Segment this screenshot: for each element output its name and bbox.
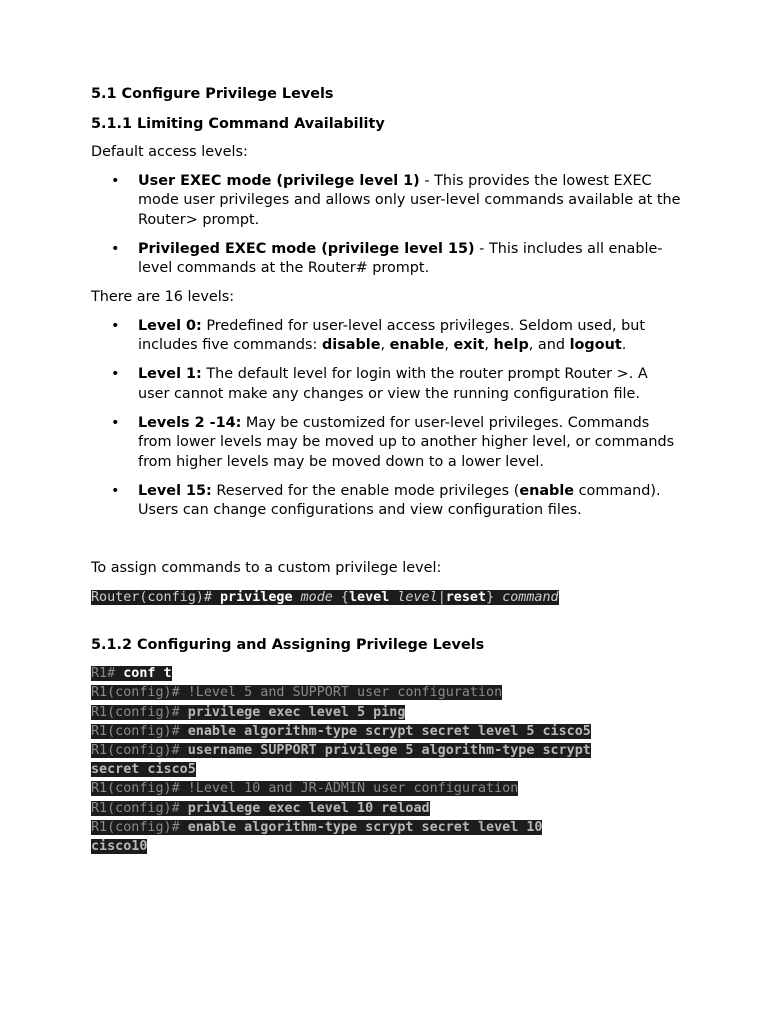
code-command: secret cisco5 <box>91 762 196 778</box>
code-line <box>91 760 681 779</box>
syntax-space <box>293 590 301 605</box>
command-enable: enable <box>389 337 445 353</box>
separator: , and <box>528 337 570 353</box>
separator: , <box>484 337 494 353</box>
code-command: username SUPPORT privilege 5 algorithm-type scrypt <box>187 743 591 759</box>
code-line <box>91 779 681 798</box>
list-item-level-0 <box>91 317 681 356</box>
syntax-command: command <box>502 590 559 605</box>
code-prompt: R1(config)# <box>91 723 188 739</box>
default-access-intro: Default access levels: <box>91 144 248 160</box>
code-comment: !Level 10 and JR-ADMIN user configuration <box>187 781 519 797</box>
syntax-keyword-privilege: privilege <box>220 590 293 605</box>
code-command: cisco10 <box>91 839 148 855</box>
list-item-text: Reserved for the enable mode privileges ( <box>211 482 520 499</box>
code-prompt: R1(config)# <box>91 800 188 816</box>
list-item-text: command). Users can change configurations and view configuration files. <box>138 482 661 518</box>
code-line <box>91 799 681 818</box>
code-command: enable algorithm-type scrypt secret level 5 cisco5 <box>187 723 591 739</box>
code-command: enable algorithm-type scrypt secret level 10 <box>187 819 543 835</box>
list-item-title: Levels 2 -14: <box>138 414 242 431</box>
syntax-pipe: | <box>437 590 446 605</box>
list-item-levels-2-14 <box>91 414 681 473</box>
code-block <box>91 664 681 856</box>
document-page <box>91 84 681 856</box>
command-disable: disable <box>321 337 381 353</box>
bullet-icon: • <box>111 482 120 499</box>
list-item-title: User EXEC mode (privilege level 1) <box>138 172 420 189</box>
separator: , <box>380 337 390 353</box>
code-command: privilege exec level 5 ping <box>187 704 406 720</box>
default-levels-list <box>91 172 681 279</box>
levels-list <box>91 317 681 521</box>
code-comment: !Level 5 and SUPPORT user configuration <box>187 685 503 701</box>
code-line <box>91 683 681 702</box>
heading-configure-privilege-levels: 5.1 Configure Privilege Levels <box>91 86 334 102</box>
command-enable: enable <box>519 482 575 499</box>
syntax-line <box>91 588 681 607</box>
list-item-end: . <box>621 337 627 353</box>
syntax-level-arg: level <box>397 590 438 605</box>
list-item-title: Level 15: <box>138 482 212 499</box>
levels-intro: There are 16 levels: <box>91 289 235 305</box>
bullet-icon: • <box>111 366 120 382</box>
code-prompt: R1# <box>91 666 124 682</box>
syntax-keyword-level: level <box>349 590 390 605</box>
code-prompt: R1(config)# <box>91 819 188 835</box>
separator: , <box>444 337 454 353</box>
list-item-text: - This includes all enable-level commands at the Router# prompt. <box>138 240 663 276</box>
bullet-icon: • <box>111 172 120 189</box>
list-item <box>91 172 681 231</box>
code-prompt: R1(config)# <box>91 781 188 797</box>
command-help: help <box>493 337 529 353</box>
list-item-text: The default level for login with the router prompt Router >. A user cannot make any changes or view the running configuration file. <box>138 366 648 402</box>
assign-intro: To assign commands to a custom privilege level: <box>91 559 442 576</box>
code-prompt: R1(config)# <box>91 743 188 759</box>
syntax-highlight <box>91 590 559 605</box>
code-line <box>91 703 681 722</box>
list-item-title: Level 1: <box>138 366 202 382</box>
syntax-brace-close: } <box>486 590 503 605</box>
list-item-text: Predefined for user-level access privileges. Seldom used, but includes five commands: <box>138 317 646 353</box>
command-exit: exit <box>453 337 485 353</box>
code-line <box>91 664 681 683</box>
code-command: privilege exec level 10 reload <box>187 800 430 816</box>
code-prompt: R1(config)# <box>91 704 188 720</box>
syntax-mode: mode <box>300 590 333 605</box>
command-logout: logout <box>569 337 622 353</box>
heading-configuring-assigning-privilege-levels: 5.1.2 Configuring and Assigning Privilege Levels <box>91 637 485 654</box>
list-item-text: May be customized for user-level privileges. Commands from lower levels may be moved up to another higher level, or commands from higher levels may be moved down to a lower level. <box>138 414 675 470</box>
bullet-icon: • <box>111 414 120 431</box>
code-line <box>91 837 681 856</box>
syntax-keyword-reset: reset <box>445 590 487 605</box>
code-prompt: R1(config)# <box>91 685 188 701</box>
list-item-text: - This provides the lowest EXEC mode user privileges and allows only user-level commands available at the Router> prompt. <box>138 172 681 228</box>
bullet-icon: • <box>111 240 120 257</box>
code-line <box>91 722 681 741</box>
list-item-title: Level 0: <box>138 317 202 334</box>
heading-limiting-command-availability: 5.1.1 Limiting Command Availability <box>91 116 385 132</box>
code-line <box>91 818 681 837</box>
list-item-title: Privileged EXEC mode (privilege level 15) <box>138 240 475 257</box>
list-item-level-1 <box>91 365 681 404</box>
code-line <box>91 741 681 760</box>
code-command: conf t <box>123 666 172 682</box>
syntax-brace-open: { <box>332 590 349 605</box>
syntax-prompt: Router(config)# <box>91 590 220 605</box>
list-item <box>91 240 681 279</box>
bullet-icon: • <box>111 317 120 334</box>
list-item-level-15 <box>91 482 681 521</box>
